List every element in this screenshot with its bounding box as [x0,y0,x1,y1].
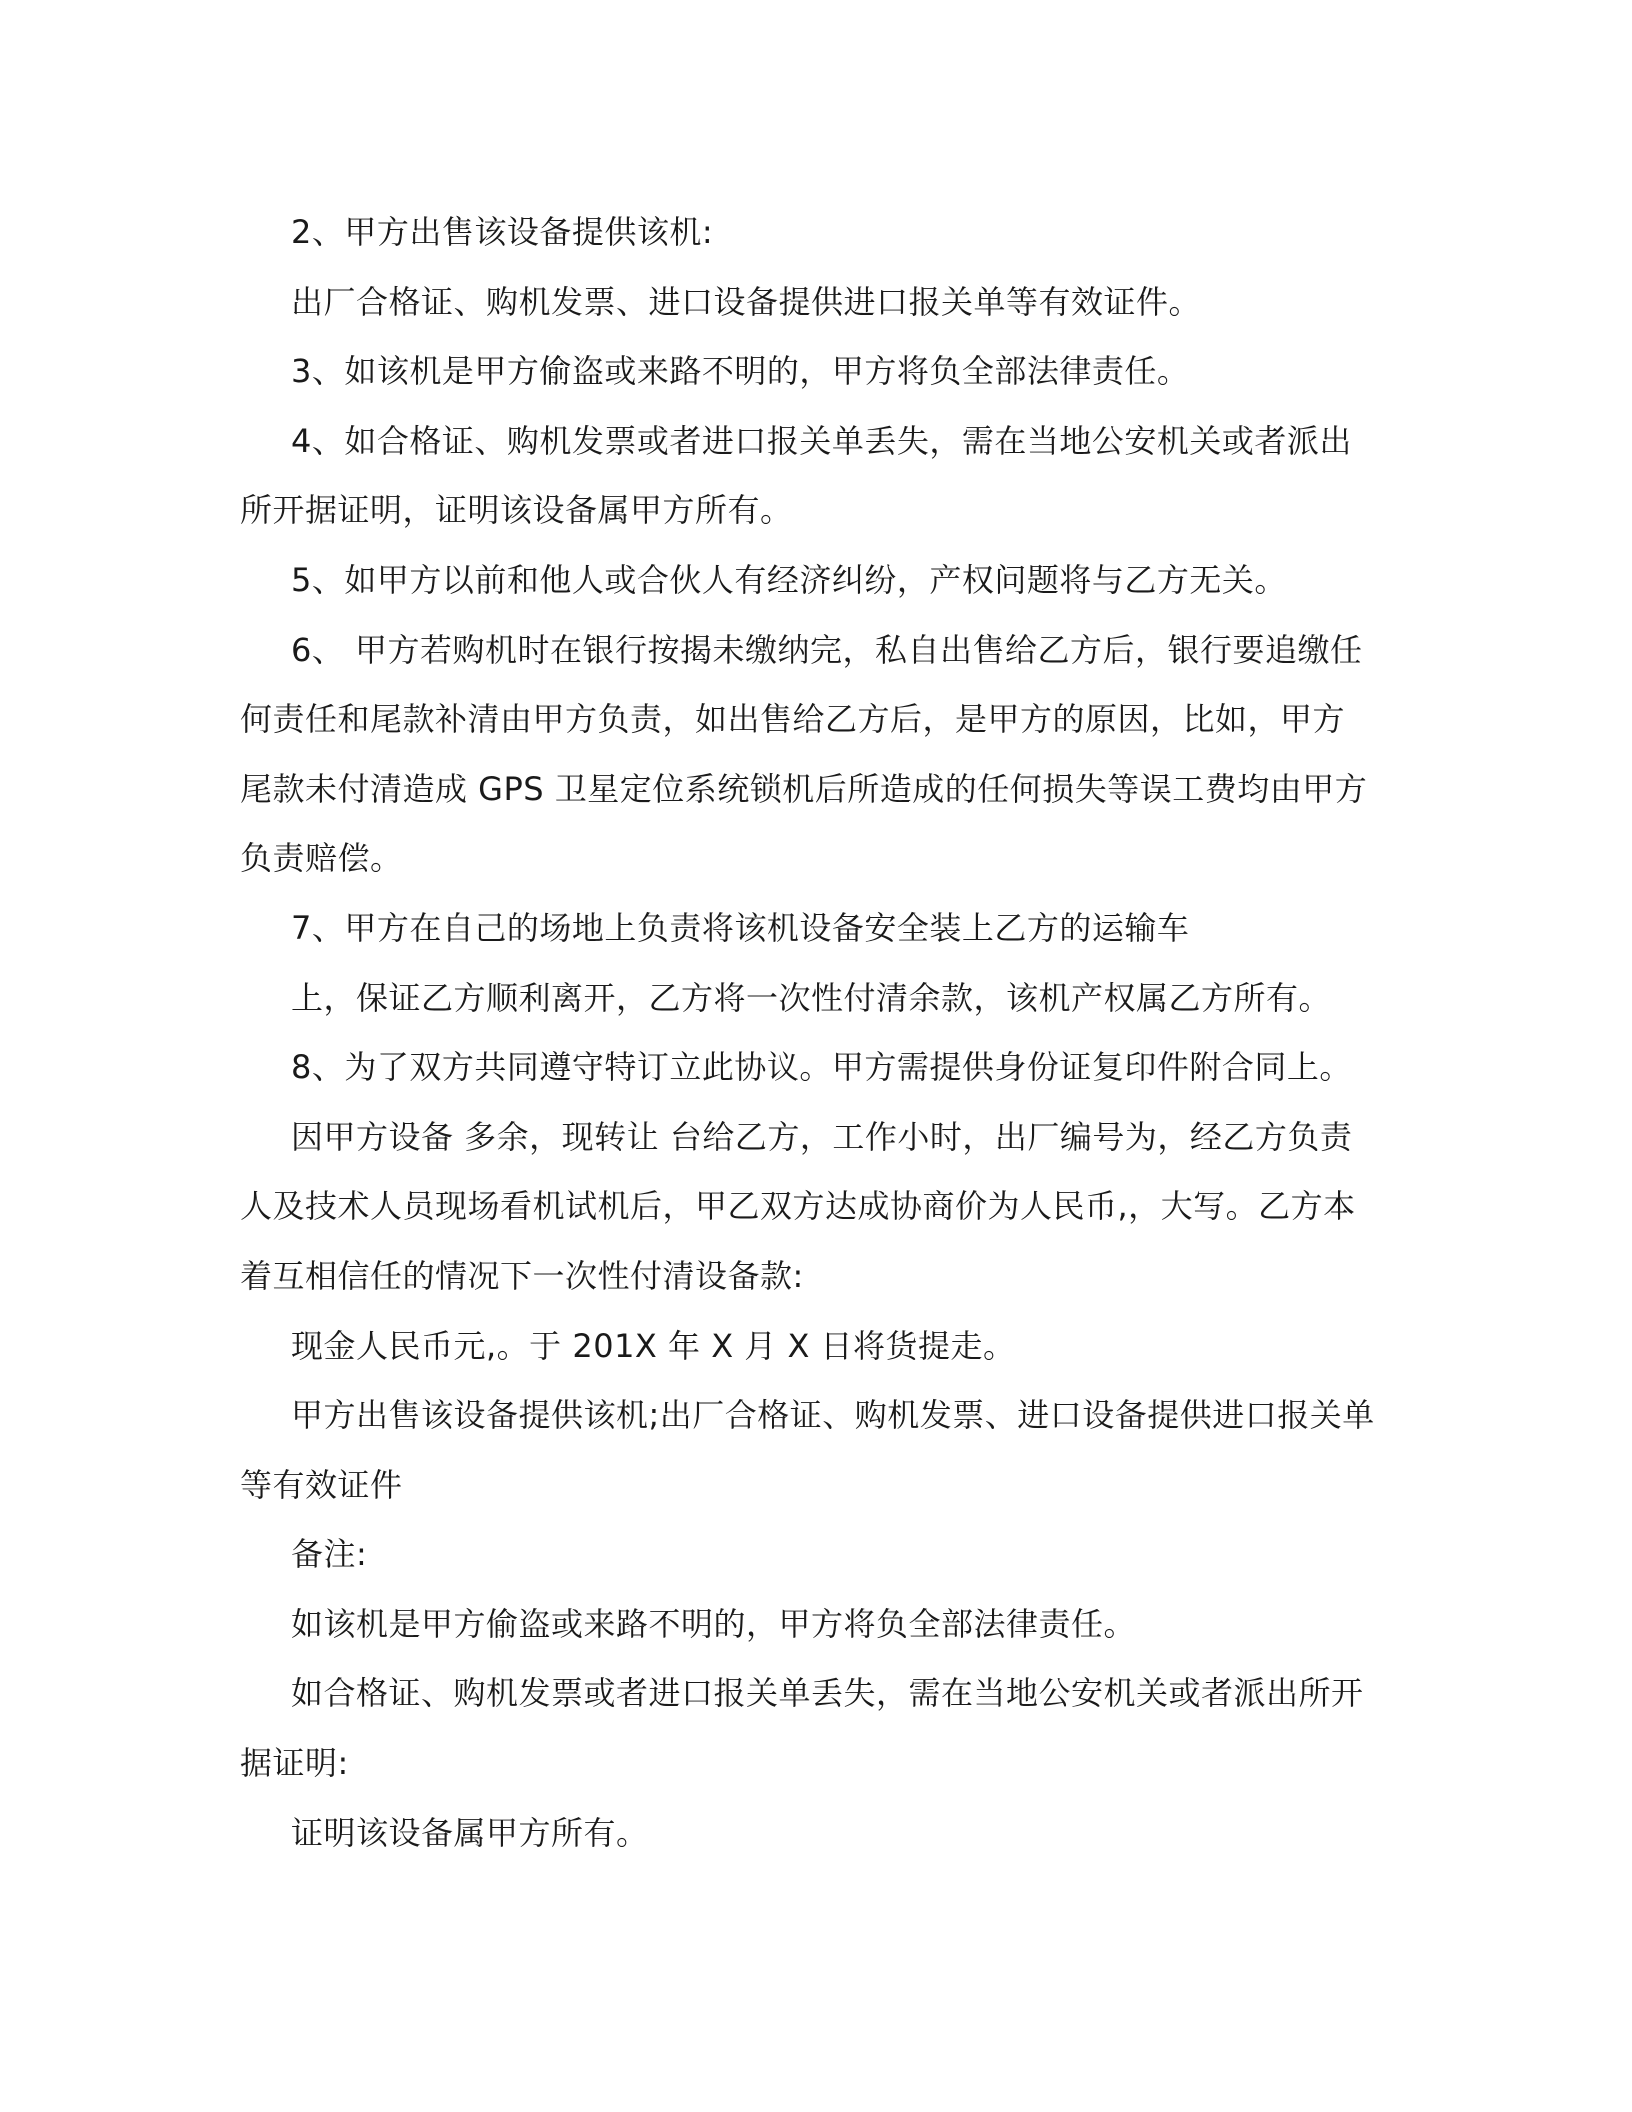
paragraph-remarks-heading: 备注: [291,1535,368,1574]
paragraph-remark-ownership: 证明该设备属甲方所有。 [291,1813,649,1852]
paragraph-clause-3: 3、如该机是甲方偷盗或来路不明的，甲方将负全部法律责任。 [291,352,1190,391]
paragraph-certificates: 出厂合格证、购机发票、进口设备提供进口报关单等有效证件。 [291,282,1202,321]
paragraph-cash-payment: 现金人民币元,。于 201X 年 X 月 X 日将货提走。 [291,1326,1016,1365]
paragraph-clause-7-continued: 上，保证乙方顺利离开，乙方将一次性付清余款，该机产权属乙方所有。 [291,978,1332,1017]
paragraph-remark-theft: 如该机是甲方偷盗或来路不明的，甲方将负全部法律责任。 [291,1604,1137,1643]
document-body [240,198,1375,1868]
paragraph-clause-4: 4、如合格证、购机发票或者进口报关单丢失，需在当地公安机关或者派出所开据证明，证明该设备属甲方所有。 [240,421,1352,530]
paragraph-clause-2: 2、甲方出售该设备提供该机: [291,213,714,251]
paragraph-seller-documents: 甲方出售该设备提供该机;出厂合格证、购机发票、进口设备提供进口报关单等有效证件 [240,1396,1375,1504]
paragraph-clause-8: 8、为了双方共同遵守特订立此协议。甲方需提供身份证复印件附合同上。 [291,1048,1352,1087]
paragraph-clause-7: 7、甲方在自己的场地上负责将该机设备安全装上乙方的运输车 [291,908,1190,947]
paragraph-clause-6: 6、 甲方若购机时在银行按揭未缴纳完，私自出售给乙方后，银行要追缴任何责任和尾款补清由甲方负责，如出售给乙方后，是甲方的原因，比如，甲方尾款未付清造成 GPS 卫星定位系统锁机后所造成的任何损失等误工费均由甲方负责赔偿。 [240,630,1368,878]
paragraph-clause-5: 5、如甲方以前和他人或合伙人有经济纠纷，产权问题将与乙方无关。 [291,560,1287,599]
paragraph-remark-lost-documents: 如合格证、购机发票或者进口报关单丢失，需在当地公安机关或者派出所开据证明: [240,1674,1364,1783]
paragraph-transfer-details: 因甲方设备 多余，现转让 台给乙方，工作小时，出厂编号为，经乙方负责人及技术人员现场看机试机后，甲乙双方达成协商价为人民币,，大写。乙方本着互相信任的情况下一次性付清设备款: [240,1117,1356,1295]
